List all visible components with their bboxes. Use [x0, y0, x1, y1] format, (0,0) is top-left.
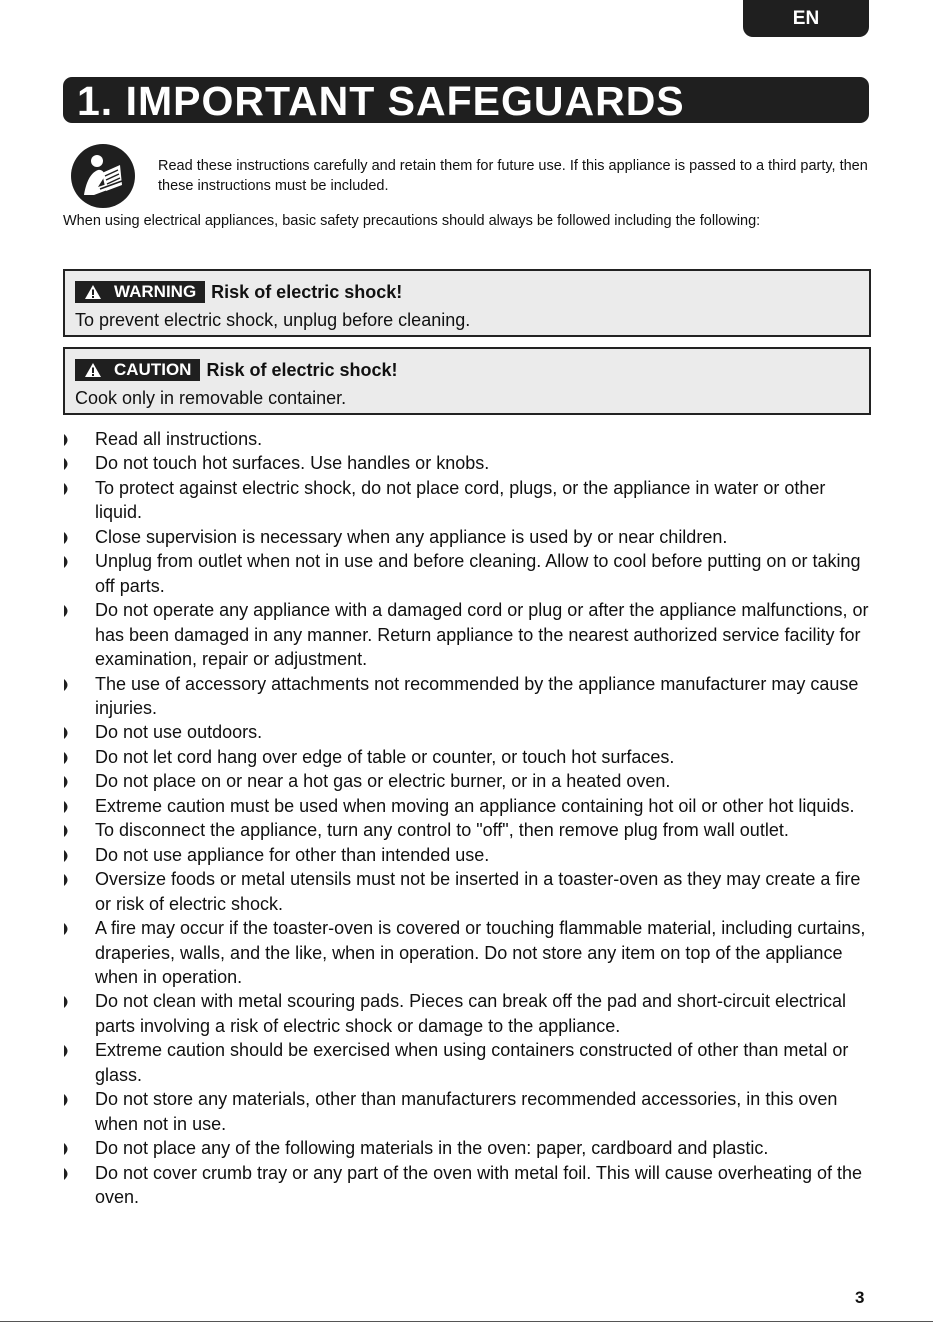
safeguard-item	[63, 818, 871, 842]
safeguard-text: Unplug from outlet when not in use and before cleaning. Allow to cool before putting on or taking off parts.	[95, 551, 861, 596]
safeguard-item	[63, 427, 871, 451]
bullet-icon	[64, 458, 71, 470]
safeguard-item	[63, 1038, 871, 1087]
safeguard-text: Do not let cord hang over edge of table or counter, or touch hot surfaces.	[95, 746, 675, 767]
safeguard-item	[63, 672, 871, 721]
warning-text: To prevent electric shock, unplug before cleaning.	[75, 310, 471, 330]
bullet-icon	[64, 679, 71, 691]
safeguard-item	[63, 745, 871, 769]
warning-badge	[75, 281, 205, 303]
bullet-icon	[64, 923, 71, 935]
warning-notice	[63, 269, 871, 337]
safeguard-text: Do not use appliance for other than intended use.	[95, 844, 490, 865]
safeguard-text: Do not use outdoors.	[95, 722, 263, 743]
safeguard-text: Close supervision is necessary when any appliance is used by or near children.	[95, 526, 728, 547]
safeguard-text: Do not cover crumb tray or any part of the oven with metal foil. This will cause overheating of the oven.	[95, 1162, 863, 1208]
safeguard-text: The use of accessory attachments not recommended by the appliance manufacturer may cause injuries.	[95, 673, 859, 718]
bullet-icon	[64, 483, 71, 495]
caution-text: Cook only in removable container.	[75, 388, 347, 408]
caution-label: CAUTION	[114, 360, 192, 379]
language-tab: EN	[743, 0, 869, 37]
safeguard-item	[63, 720, 871, 744]
intro-precautions: When using electrical appliances, basic safety precautions should always be followed including the following:	[63, 213, 761, 229]
footer-rule	[0, 1321, 933, 1322]
bullet-icon	[64, 1168, 71, 1180]
safeguard-item	[63, 1136, 871, 1160]
safeguard-text: A fire may occur if the toaster-oven is covered or touching flammable material, including curtains, draperies, walls, and the like, when in operation. Do not store any item on top of the appliance when in operation.	[95, 918, 866, 987]
safeguard-text: Oversize foods or metal utensils must not be inserted in a toaster-oven as they may create a fire or risk of electric shock.	[95, 869, 861, 914]
safeguard-item	[63, 525, 871, 549]
bullet-icon	[64, 434, 71, 446]
bullet-icon	[64, 1143, 71, 1155]
safeguard-text: Do not store any materials, other than manufacturers recommended accessories, in this oven when not in use.	[95, 1089, 838, 1134]
bullet-icon	[64, 776, 71, 788]
safeguard-item	[63, 769, 871, 793]
safeguard-item	[63, 549, 871, 598]
read-manual-icon	[70, 143, 136, 209]
page-number: 3	[855, 1288, 865, 1307]
bullet-icon	[64, 532, 71, 544]
warning-label: WARNING	[114, 282, 197, 301]
bullet-icon	[64, 556, 71, 568]
bullet-icon	[64, 825, 71, 837]
safeguard-item	[63, 794, 871, 818]
bullet-icon	[64, 1045, 71, 1057]
safeguard-item	[63, 451, 871, 475]
intro-read-instructions: Read these instructions carefully and retain them for future use. If this appliance is passed to a third party, then these instructions must be included.	[158, 158, 868, 194]
warning-title: Risk of electric shock!	[211, 281, 403, 302]
safeguard-text: Do not touch hot surfaces. Use handles or knobs.	[95, 453, 490, 474]
bullet-icon	[64, 801, 71, 813]
safeguard-item	[63, 598, 871, 671]
safeguard-text: Do not clean with metal scouring pads. Pieces can break off the pad and short-circuit electrical parts involving a risk of electric shock or damage to the appliance.	[95, 991, 847, 1036]
section-title: 1. IMPORTANT SAFEGUARDS	[63, 77, 869, 123]
safeguard-list	[63, 427, 871, 1210]
safeguard-text: Do not operate any appliance with a damaged cord or plug or after the appliance malfunctions, or has been damaged in any manner. Return appliance to the nearest authorized service facility for examination, repair or adjustment.	[95, 600, 869, 670]
bullet-icon	[64, 1094, 71, 1106]
bullet-icon	[64, 850, 71, 862]
bullet-icon	[64, 874, 71, 886]
bullet-icon	[64, 605, 71, 617]
caution-title: Risk of electric shock!	[206, 359, 398, 380]
safeguard-item	[63, 1087, 871, 1136]
bullet-icon	[64, 727, 71, 739]
safeguard-text: Extreme caution must be used when moving an appliance containing hot oil or other hot liquids.	[95, 795, 855, 816]
safeguard-item	[63, 916, 871, 989]
safeguard-text: Do not place on or near a hot gas or electric burner, or in a heated oven.	[95, 771, 671, 792]
safeguard-item	[63, 989, 871, 1038]
safeguard-item	[63, 1161, 871, 1210]
safeguard-text: Read all instructions.	[95, 429, 263, 449]
warning-triangle-icon	[84, 284, 102, 300]
safeguard-text: To protect against electric shock, do not place cord, plugs, or the appliance in water or other liquid.	[95, 477, 826, 523]
caution-notice	[63, 347, 871, 415]
bullet-icon	[64, 996, 71, 1008]
safeguard-text: To disconnect the appliance, turn any control to "off", then remove plug from wall outlet.	[95, 820, 789, 841]
warning-triangle-icon	[84, 362, 102, 378]
safeguard-text: Do not place any of the following materials in the oven: paper, cardboard and plastic.	[95, 1138, 769, 1159]
caution-badge	[75, 359, 200, 381]
safeguard-item	[63, 476, 871, 525]
bullet-icon	[64, 752, 71, 764]
safeguard-item	[63, 843, 871, 867]
safeguard-item	[63, 867, 871, 916]
safeguard-text: Extreme caution should be exercised when using containers constructed of other than metal or glass.	[95, 1040, 849, 1085]
